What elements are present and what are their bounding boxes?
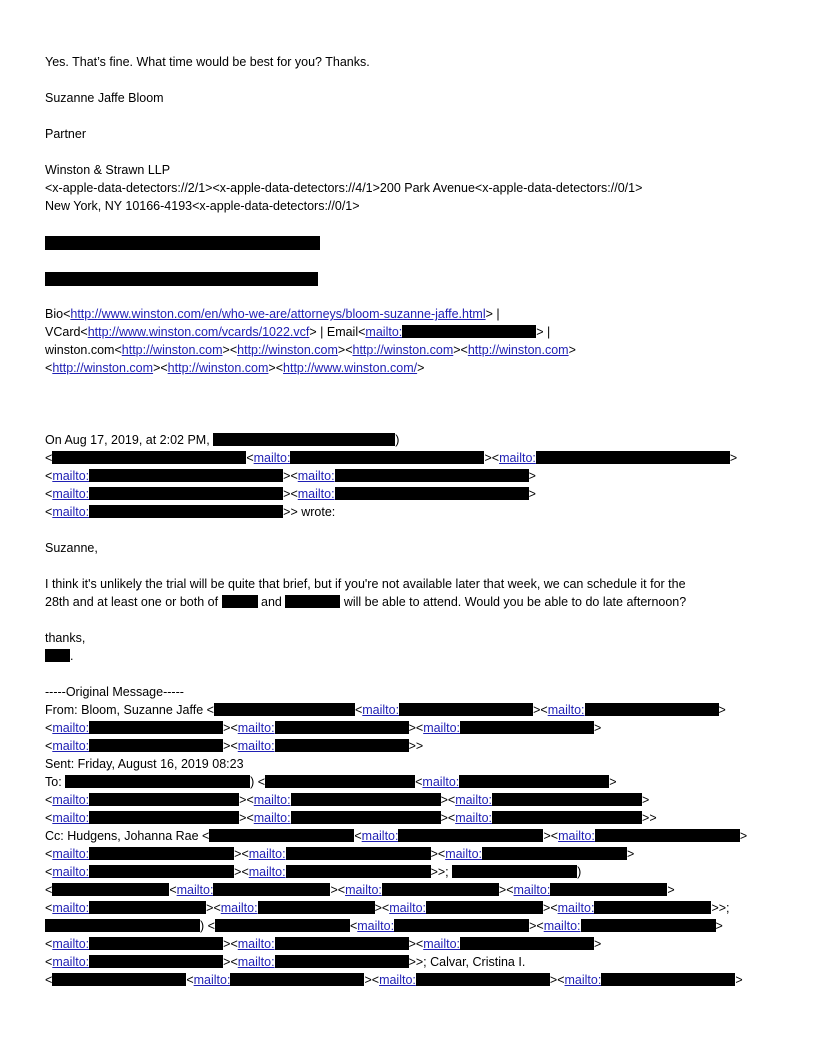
redaction (482, 847, 627, 860)
redaction (585, 703, 719, 716)
redaction (382, 883, 499, 896)
quote-address-line: < <mailto: ><mailto: > (45, 451, 738, 465)
quote-address-line: <mailto: ><mailto: > (45, 469, 536, 483)
quote-address-line: <mailto: ><mailto: > (45, 487, 536, 501)
mailto-link[interactable]: mailto: (345, 883, 382, 897)
mailto-link[interactable]: mailto: (52, 739, 90, 753)
address-line: <mailto: ><mailto: ><mailto: > (45, 847, 635, 861)
quote-address-line: <mailto: >> wrote: (45, 505, 336, 519)
mailto-link[interactable]: mailto: (52, 937, 90, 951)
mailto-link[interactable]: mailto: (248, 865, 286, 879)
mailto-link[interactable]: mailto: (297, 469, 335, 483)
redaction (89, 865, 234, 878)
redaction (89, 505, 283, 518)
address-line: <mailto: ><mailto: >>; Calvar, Cristina I. (45, 955, 526, 969)
redaction (536, 451, 730, 464)
redaction (426, 901, 543, 914)
redaction (335, 487, 529, 500)
mailto-link[interactable]: mailto: (557, 901, 595, 915)
redaction (89, 811, 239, 824)
redaction (45, 649, 70, 662)
mailto-link[interactable]: mailto: (237, 937, 275, 951)
redaction (550, 883, 667, 896)
redaction (492, 811, 642, 824)
redaction (215, 919, 350, 932)
redaction (275, 739, 409, 752)
website-link[interactable]: http://www.winston.com/ (283, 361, 418, 375)
mailto-link[interactable]: mailto: (193, 973, 231, 987)
mailto-link[interactable]: mailto: (52, 505, 90, 519)
mailto-link[interactable]: mailto: (423, 937, 461, 951)
firm-address-line2: New York, NY 10166-4193<x-apple-data-detectors://0/1> (45, 199, 360, 213)
bio-link[interactable]: http://www.winston.com/en/who-we-are/attorneys/bloom-suzanne-jaffe.html (70, 307, 486, 321)
redaction (459, 775, 609, 788)
mailto-link[interactable]: mailto: (52, 811, 90, 825)
sender-name: Suzanne Jaffe Bloom (45, 91, 164, 105)
redaction (209, 829, 354, 842)
mailto-link[interactable]: mailto: (379, 973, 416, 987)
vcard-link[interactable]: http://www.winston.com/vcards/1022.vcf (87, 325, 310, 339)
website-link[interactable]: http://winston.com (52, 361, 154, 375)
redaction (89, 739, 223, 752)
mailto-link[interactable]: mailto: (455, 811, 493, 825)
mailto-link[interactable]: mailto: (362, 703, 400, 717)
redaction (335, 469, 529, 482)
mailto-link[interactable]: mailto: (455, 793, 493, 807)
mailto-link[interactable]: mailto: (52, 901, 90, 915)
website-line-2: <http://winston.com><http://winston.com><http://www.winston.com/> (45, 361, 425, 375)
address-line: <mailto: ><mailto: >> (45, 739, 424, 753)
redaction (275, 937, 409, 950)
original-from: From: Bloom, Suzanne Jaffe < <mailto: ><mailto: > (45, 703, 726, 717)
quote-signature: . (45, 648, 73, 664)
address-line: <mailto: ><mailto: ><mailto: ><mailto: >>; (45, 901, 730, 915)
mailto-link[interactable]: mailto: (237, 955, 275, 969)
redaction (89, 469, 283, 482)
redaction (52, 883, 169, 896)
mailto-link[interactable]: mailto: (248, 847, 286, 861)
address-line: <mailto: ><mailto: ><mailto: > (45, 793, 650, 807)
mailto-link[interactable]: mailto: (253, 451, 291, 465)
mailto-link[interactable]: mailto: (52, 793, 90, 807)
vcard-line: VCard<http://www.winston.com/vcards/1022.vcf> | Email<mailto: > | (45, 325, 551, 339)
mailto-link[interactable]: mailto: (52, 865, 90, 879)
redaction (89, 721, 223, 734)
quote-paragraph: I think it's unlikely the trial will be quite that brief, but if you're not available later that week, we can schedule it for the (45, 577, 686, 591)
mailto-link[interactable]: mailto: (253, 811, 291, 825)
redaction (285, 595, 340, 608)
redaction (291, 811, 441, 824)
redaction (89, 955, 223, 968)
mailto-link[interactable]: mailto: (422, 775, 460, 789)
redaction (89, 487, 283, 500)
address-line: <mailto: ><mailto: ><mailto: >> (45, 811, 657, 825)
website-line: winston.com<http://winston.com><http://winston.com><http://winston.com><http://winston.com> (45, 343, 576, 357)
sender-title: Partner (45, 127, 86, 141)
redaction (581, 919, 716, 932)
mailto-link[interactable]: mailto: (445, 847, 483, 861)
redaction (52, 451, 246, 464)
mailto-link[interactable]: mailto: (237, 721, 275, 735)
mailto-link[interactable]: mailto: (220, 901, 258, 915)
redaction (601, 973, 735, 986)
redaction (595, 829, 740, 842)
redaction (214, 703, 355, 716)
mailto-link[interactable]: mailto: (52, 469, 90, 483)
redaction (222, 595, 258, 608)
redaction (402, 325, 536, 338)
redaction (265, 775, 415, 788)
redaction (286, 865, 431, 878)
mailto-link[interactable]: mailto: (52, 955, 90, 969)
redaction (89, 847, 234, 860)
redaction-bar (45, 236, 320, 250)
redaction (291, 793, 441, 806)
redaction (52, 973, 186, 986)
original-divider: -----Original Message----- (45, 685, 184, 699)
reply-body: Yes. That’s fine. What time would be best for you? Thanks. (45, 55, 370, 69)
bio-line: Bio<http://www.winston.com/en/who-we-are/attorneys/bloom-suzanne-jaffe.html> | (45, 307, 500, 321)
address-line: <mailto: ><mailto: ><mailto: > (45, 721, 602, 735)
mailto-link[interactable]: mailto: (543, 919, 581, 933)
redaction (286, 847, 431, 860)
redaction (275, 955, 409, 968)
mailto-link[interactable]: mailto: (52, 847, 90, 861)
original-cc: Cc: Hudgens, Johanna Rae < <mailto: ><mailto: > (45, 829, 748, 843)
mailto-link[interactable]: mailto: (253, 793, 291, 807)
website-link[interactable]: http://winston.com (352, 343, 454, 357)
redaction (290, 451, 484, 464)
redaction (394, 919, 529, 932)
redaction (594, 901, 711, 914)
address-line: < <mailto: ><mailto: ><mailto: > (45, 883, 675, 897)
redaction (213, 883, 330, 896)
quote-paragraph-2: 28th and at least one or both of and will be able to attend. Would you be able to do late afternoon? (45, 595, 687, 609)
website-link[interactable]: http://winston.com (121, 343, 223, 357)
website-link[interactable]: http://winston.com (167, 361, 269, 375)
redaction (275, 721, 409, 734)
redaction (65, 775, 250, 788)
firm-name: Winston & Strawn LLP (45, 163, 171, 177)
redaction (399, 703, 533, 716)
redaction-bar (45, 272, 318, 286)
mailto-link[interactable]: mailto: (499, 451, 536, 465)
original-sent: Sent: Friday, August 16, 2019 08:23 (45, 757, 244, 771)
original-to: To: ) < <mailto: > (45, 775, 617, 789)
firm-address-line1: <x-apple-data-detectors://2/1><x-apple-data-detectors://4/1>200 Park Avenue<x-apple-data-detectors://0/1> (45, 181, 643, 195)
redaction (45, 919, 200, 932)
quote-signoff: thanks, (45, 631, 86, 645)
mailto-link[interactable]: mailto: (237, 739, 275, 753)
mailto-link[interactable]: mailto: (357, 919, 395, 933)
mailto-link[interactable]: mailto: (564, 973, 602, 987)
mailto-link[interactable]: mailto: (297, 487, 335, 501)
redaction (452, 865, 577, 878)
address-line: ) < <mailto: ><mailto: > (45, 918, 723, 934)
redaction (89, 901, 206, 914)
redaction (89, 793, 239, 806)
mailto-link[interactable]: mailto: (52, 721, 90, 735)
email-link[interactable]: mailto: (365, 325, 403, 339)
mailto-link[interactable]: mailto: (176, 883, 214, 897)
mailto-link[interactable]: mailto: (389, 901, 427, 915)
redaction (89, 937, 223, 950)
redaction (230, 973, 364, 986)
redaction (398, 829, 543, 842)
redaction (416, 973, 550, 986)
redaction (258, 901, 375, 914)
mailto-link[interactable]: mailto: (361, 829, 399, 843)
redaction (460, 937, 594, 950)
redaction (492, 793, 642, 806)
mailto-link[interactable]: mailto: (423, 721, 461, 735)
redaction (213, 433, 395, 446)
quote-greeting: Suzanne, (45, 541, 98, 555)
address-line: <mailto: ><mailto: >>; ) (45, 865, 582, 879)
quote-header: On Aug 17, 2019, at 2:02 PM, ) (45, 433, 400, 447)
mailto-link[interactable]: mailto: (52, 487, 90, 501)
address-line: < <mailto: ><mailto: ><mailto: > (45, 973, 743, 987)
mailto-link[interactable]: mailto: (513, 883, 551, 897)
website-link[interactable]: http://winston.com (467, 343, 569, 357)
website-link[interactable]: http://winston.com (237, 343, 338, 357)
address-line: <mailto: ><mailto: ><mailto: > (45, 937, 602, 951)
redaction (460, 721, 594, 734)
mailto-link[interactable]: mailto: (547, 703, 585, 717)
mailto-link[interactable]: mailto: (558, 829, 595, 843)
